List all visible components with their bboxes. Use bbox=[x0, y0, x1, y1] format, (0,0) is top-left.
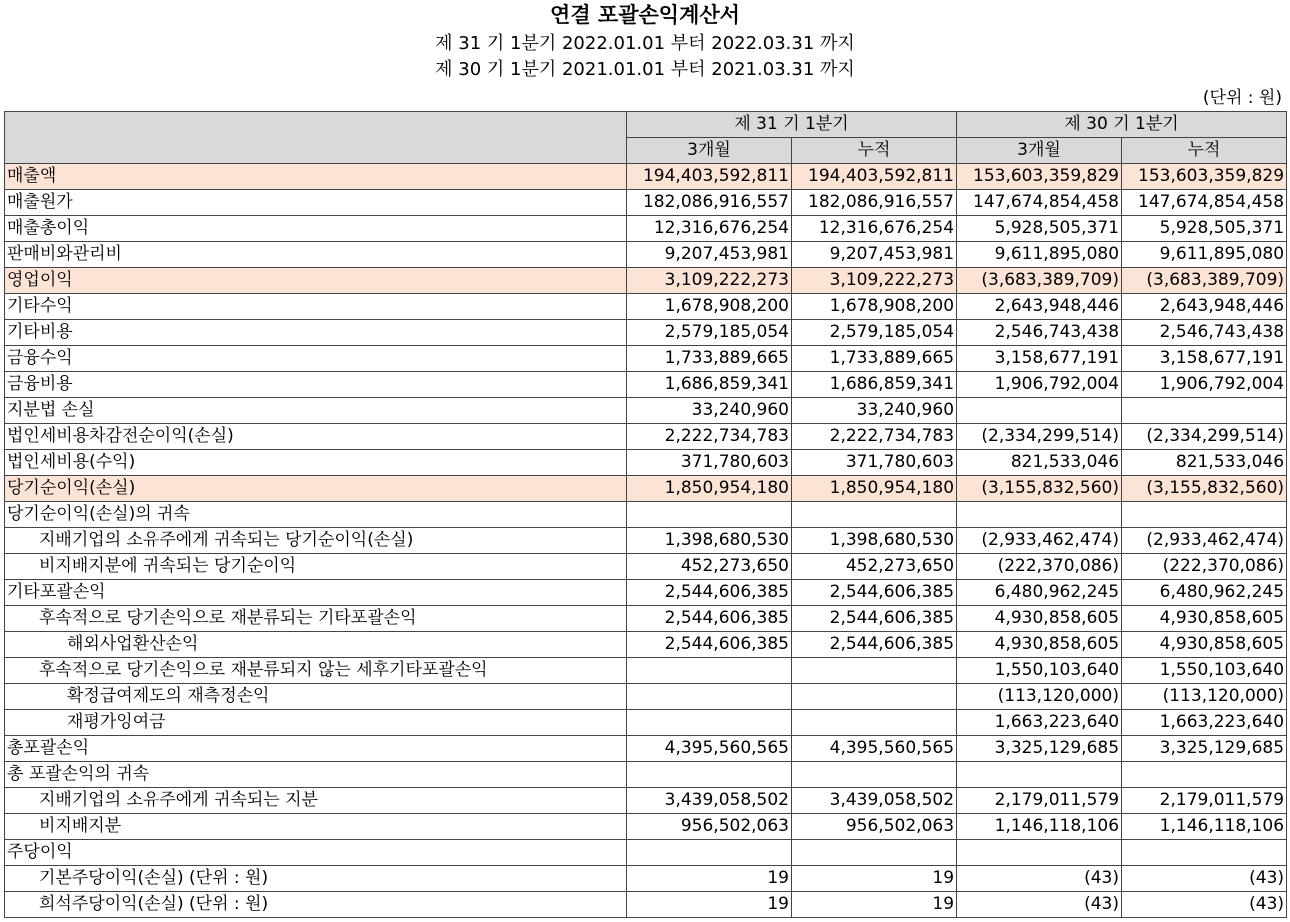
table-row bbox=[5, 424, 1287, 450]
row-value: (3,683,389,709) bbox=[1122, 268, 1287, 294]
table-row bbox=[5, 320, 1287, 346]
row-label: 재평가잉여금 bbox=[5, 710, 627, 736]
row-value: 9,207,453,981 bbox=[792, 242, 957, 268]
current-period: 제 31 기 1분기 2022.01.01 부터 2022.03.31 까지 bbox=[435, 33, 855, 54]
row-value: 1,550,103,640 bbox=[957, 658, 1122, 684]
row-value bbox=[792, 710, 957, 736]
table-row bbox=[5, 398, 1287, 424]
row-value bbox=[957, 840, 1122, 866]
unit-label: (단위 : 원) bbox=[1202, 88, 1282, 108]
row-value: 6,480,962,245 bbox=[957, 580, 1122, 606]
row-value: 182,086,916,557 bbox=[792, 190, 957, 216]
row-value: 1,663,223,640 bbox=[957, 710, 1122, 736]
header-blank-cell bbox=[5, 112, 627, 164]
row-value: 3,439,058,502 bbox=[627, 788, 792, 814]
row-value: 821,533,046 bbox=[1122, 450, 1287, 476]
row-value bbox=[957, 502, 1122, 528]
row-label: 희석주당이익(손실) (단위 : 원) bbox=[5, 892, 627, 918]
row-value: 1,398,680,530 bbox=[627, 528, 792, 554]
table-row bbox=[5, 528, 1287, 554]
row-value: 4,930,858,605 bbox=[1122, 606, 1287, 632]
row-value: 19 bbox=[792, 892, 957, 918]
row-value: 371,780,603 bbox=[792, 450, 957, 476]
row-value: 12,316,676,254 bbox=[627, 216, 792, 242]
table-row bbox=[5, 294, 1287, 320]
row-value: (43) bbox=[957, 866, 1122, 892]
table-row bbox=[5, 268, 1287, 294]
table-row bbox=[5, 892, 1287, 918]
row-label: 기타수익 bbox=[5, 294, 627, 320]
statement-title: 연결 포괄손익계산서 bbox=[550, 3, 740, 27]
income-statement-table bbox=[4, 111, 1287, 918]
row-label: 영업이익 bbox=[5, 268, 627, 294]
table-row bbox=[5, 762, 1287, 788]
row-value: 9,611,895,080 bbox=[1122, 242, 1287, 268]
row-label: 금융비용 bbox=[5, 372, 627, 398]
row-value: 12,316,676,254 bbox=[792, 216, 957, 242]
sub-col-current-3m: 3개월 bbox=[627, 138, 792, 164]
row-value: (2,933,462,474) bbox=[957, 528, 1122, 554]
row-value: 1,686,859,341 bbox=[627, 372, 792, 398]
row-value: (3,155,832,560) bbox=[957, 476, 1122, 502]
row-value: 452,273,650 bbox=[627, 554, 792, 580]
row-value: (43) bbox=[1122, 892, 1287, 918]
row-value: 1,146,118,106 bbox=[957, 814, 1122, 840]
row-value bbox=[792, 840, 957, 866]
row-value bbox=[627, 658, 792, 684]
row-value bbox=[627, 762, 792, 788]
row-value bbox=[1122, 398, 1287, 424]
row-label: 기본주당이익(손실) (단위 : 원) bbox=[5, 866, 627, 892]
table-row bbox=[5, 606, 1287, 632]
row-value: 2,643,948,446 bbox=[957, 294, 1122, 320]
row-value: 2,579,185,054 bbox=[627, 320, 792, 346]
row-label: 매출액 bbox=[5, 164, 627, 190]
row-value bbox=[957, 762, 1122, 788]
row-value: 19 bbox=[627, 892, 792, 918]
col-group-current: 제 31 기 1분기 bbox=[627, 112, 957, 138]
table-row bbox=[5, 788, 1287, 814]
row-value: 1,678,908,200 bbox=[627, 294, 792, 320]
row-value: 821,533,046 bbox=[957, 450, 1122, 476]
row-value bbox=[1122, 840, 1287, 866]
row-value: 4,930,858,605 bbox=[957, 606, 1122, 632]
row-label: 매출원가 bbox=[5, 190, 627, 216]
row-value: 371,780,603 bbox=[627, 450, 792, 476]
row-value: 1,550,103,640 bbox=[1122, 658, 1287, 684]
row-label: 법인세비용차감전순이익(손실) bbox=[5, 424, 627, 450]
row-label: 확정급여제도의 재측정손익 bbox=[5, 684, 627, 710]
prior-period: 제 30 기 1분기 2021.01.01 부터 2021.03.31 까지 bbox=[435, 59, 855, 80]
row-label: 기타포괄손익 bbox=[5, 580, 627, 606]
row-value: (2,334,299,514) bbox=[1122, 424, 1287, 450]
row-label: 판매비와관리비 bbox=[5, 242, 627, 268]
row-value bbox=[1122, 762, 1287, 788]
row-label: 법인세비용(수익) bbox=[5, 450, 627, 476]
table-row bbox=[5, 684, 1287, 710]
row-value bbox=[1122, 502, 1287, 528]
row-value bbox=[792, 658, 957, 684]
sub-col-prior-cum: 누적 bbox=[1122, 138, 1287, 164]
row-value: 2,179,011,579 bbox=[957, 788, 1122, 814]
table-row bbox=[5, 242, 1287, 268]
row-value: (43) bbox=[957, 892, 1122, 918]
row-value: (2,334,299,514) bbox=[957, 424, 1122, 450]
row-value: 2,643,948,446 bbox=[1122, 294, 1287, 320]
table-row bbox=[5, 736, 1287, 762]
row-value: (113,120,000) bbox=[957, 684, 1122, 710]
row-value: 2,544,606,385 bbox=[792, 580, 957, 606]
table-row bbox=[5, 632, 1287, 658]
row-value: 3,109,222,273 bbox=[792, 268, 957, 294]
sub-col-prior-3m: 3개월 bbox=[957, 138, 1122, 164]
row-label: 매출총이익 bbox=[5, 216, 627, 242]
row-value: 2,222,734,783 bbox=[792, 424, 957, 450]
row-value: 2,544,606,385 bbox=[627, 606, 792, 632]
row-value bbox=[957, 398, 1122, 424]
row-value: 3,439,058,502 bbox=[792, 788, 957, 814]
row-value bbox=[627, 710, 792, 736]
row-label: 비지배지분 bbox=[5, 814, 627, 840]
row-value: 33,240,960 bbox=[627, 398, 792, 424]
row-value: 147,674,854,458 bbox=[1122, 190, 1287, 216]
row-value: (222,370,086) bbox=[1122, 554, 1287, 580]
row-value: 2,544,606,385 bbox=[627, 580, 792, 606]
row-value: 33,240,960 bbox=[792, 398, 957, 424]
row-value: (113,120,000) bbox=[1122, 684, 1287, 710]
row-value: 147,674,854,458 bbox=[957, 190, 1122, 216]
row-value: 3,109,222,273 bbox=[627, 268, 792, 294]
row-value: (3,683,389,709) bbox=[957, 268, 1122, 294]
row-value: 4,395,560,565 bbox=[627, 736, 792, 762]
row-label: 지분법 손실 bbox=[5, 398, 627, 424]
row-value: 2,546,743,438 bbox=[1122, 320, 1287, 346]
row-value: 194,403,592,811 bbox=[792, 164, 957, 190]
table-row bbox=[5, 658, 1287, 684]
row-value: 1,146,118,106 bbox=[1122, 814, 1287, 840]
row-value: 9,207,453,981 bbox=[627, 242, 792, 268]
row-value: 1,906,792,004 bbox=[957, 372, 1122, 398]
row-value: 1,906,792,004 bbox=[1122, 372, 1287, 398]
row-label: 당기순이익(손실)의 귀속 bbox=[5, 502, 627, 528]
table-row bbox=[5, 840, 1287, 866]
row-label: 지배기업의 소유주에게 귀속되는 지분 bbox=[5, 788, 627, 814]
row-value: 1,398,680,530 bbox=[792, 528, 957, 554]
row-value: 153,603,359,829 bbox=[957, 164, 1122, 190]
row-label: 당기순이익(손실) bbox=[5, 476, 627, 502]
row-value bbox=[792, 502, 957, 528]
row-value: 2,544,606,385 bbox=[792, 632, 957, 658]
table-row bbox=[5, 372, 1287, 398]
table-row bbox=[5, 502, 1287, 528]
row-value: 956,502,063 bbox=[627, 814, 792, 840]
table-row bbox=[5, 814, 1287, 840]
row-value: 153,603,359,829 bbox=[1122, 164, 1287, 190]
row-value: 4,395,560,565 bbox=[792, 736, 957, 762]
table-row bbox=[5, 866, 1287, 892]
row-value: 2,179,011,579 bbox=[1122, 788, 1287, 814]
row-value: 4,930,858,605 bbox=[1122, 632, 1287, 658]
row-value: 1,678,908,200 bbox=[792, 294, 957, 320]
row-label: 지배기업의 소유주에게 귀속되는 당기순이익(손실) bbox=[5, 528, 627, 554]
row-value: 182,086,916,557 bbox=[627, 190, 792, 216]
sub-col-current-cum: 누적 bbox=[792, 138, 957, 164]
row-value: 1,733,889,665 bbox=[792, 346, 957, 372]
row-value bbox=[792, 762, 957, 788]
row-value: 1,850,954,180 bbox=[627, 476, 792, 502]
row-value: 956,502,063 bbox=[792, 814, 957, 840]
row-label: 주당이익 bbox=[5, 840, 627, 866]
row-label: 해외사업환산손익 bbox=[5, 632, 627, 658]
row-value: 1,733,889,665 bbox=[627, 346, 792, 372]
row-value: 3,158,677,191 bbox=[957, 346, 1122, 372]
row-value: 6,480,962,245 bbox=[1122, 580, 1287, 606]
table-row bbox=[5, 450, 1287, 476]
row-value: 3,325,129,685 bbox=[957, 736, 1122, 762]
table-row bbox=[5, 580, 1287, 606]
row-label: 비지배지분에 귀속되는 당기순이익 bbox=[5, 554, 627, 580]
row-value: (3,155,832,560) bbox=[1122, 476, 1287, 502]
row-value bbox=[627, 502, 792, 528]
table-row bbox=[5, 710, 1287, 736]
row-value: 1,850,954,180 bbox=[792, 476, 957, 502]
row-label: 총 포괄손익의 귀속 bbox=[5, 762, 627, 788]
row-label: 기타비용 bbox=[5, 320, 627, 346]
row-value bbox=[792, 684, 957, 710]
table-row bbox=[5, 346, 1287, 372]
row-value: 19 bbox=[792, 866, 957, 892]
col-group-prior: 제 30 기 1분기 bbox=[957, 112, 1287, 138]
row-value: 2,544,606,385 bbox=[792, 606, 957, 632]
row-value: 2,222,734,783 bbox=[627, 424, 792, 450]
row-label: 후속적으로 당기손익으로 재분류되는 기타포괄손익 bbox=[5, 606, 627, 632]
row-value: 4,930,858,605 bbox=[957, 632, 1122, 658]
row-value: 9,611,895,080 bbox=[957, 242, 1122, 268]
row-value: 2,544,606,385 bbox=[627, 632, 792, 658]
row-value: 5,928,505,371 bbox=[957, 216, 1122, 242]
row-value bbox=[627, 840, 792, 866]
row-label: 총포괄손익 bbox=[5, 736, 627, 762]
table-row bbox=[5, 190, 1287, 216]
table-row bbox=[5, 554, 1287, 580]
row-value: (222,370,086) bbox=[957, 554, 1122, 580]
row-value: 2,546,743,438 bbox=[957, 320, 1122, 346]
row-value bbox=[627, 684, 792, 710]
row-value: 5,928,505,371 bbox=[1122, 216, 1287, 242]
row-label: 후속적으로 당기손익으로 재분류되지 않는 세후기타포괄손익 bbox=[5, 658, 627, 684]
table-row bbox=[5, 216, 1287, 242]
row-value: 452,273,650 bbox=[792, 554, 957, 580]
row-value: 194,403,592,811 bbox=[627, 164, 792, 190]
row-value: 3,325,129,685 bbox=[1122, 736, 1287, 762]
row-value: 19 bbox=[627, 866, 792, 892]
row-label: 금융수익 bbox=[5, 346, 627, 372]
row-value: 2,579,185,054 bbox=[792, 320, 957, 346]
row-value: (43) bbox=[1122, 866, 1287, 892]
row-value: 1,686,859,341 bbox=[792, 372, 957, 398]
row-value: (2,933,462,474) bbox=[1122, 528, 1287, 554]
table-row bbox=[5, 164, 1287, 190]
table-row bbox=[5, 476, 1287, 502]
row-value: 3,158,677,191 bbox=[1122, 346, 1287, 372]
row-value: 1,663,223,640 bbox=[1122, 710, 1287, 736]
